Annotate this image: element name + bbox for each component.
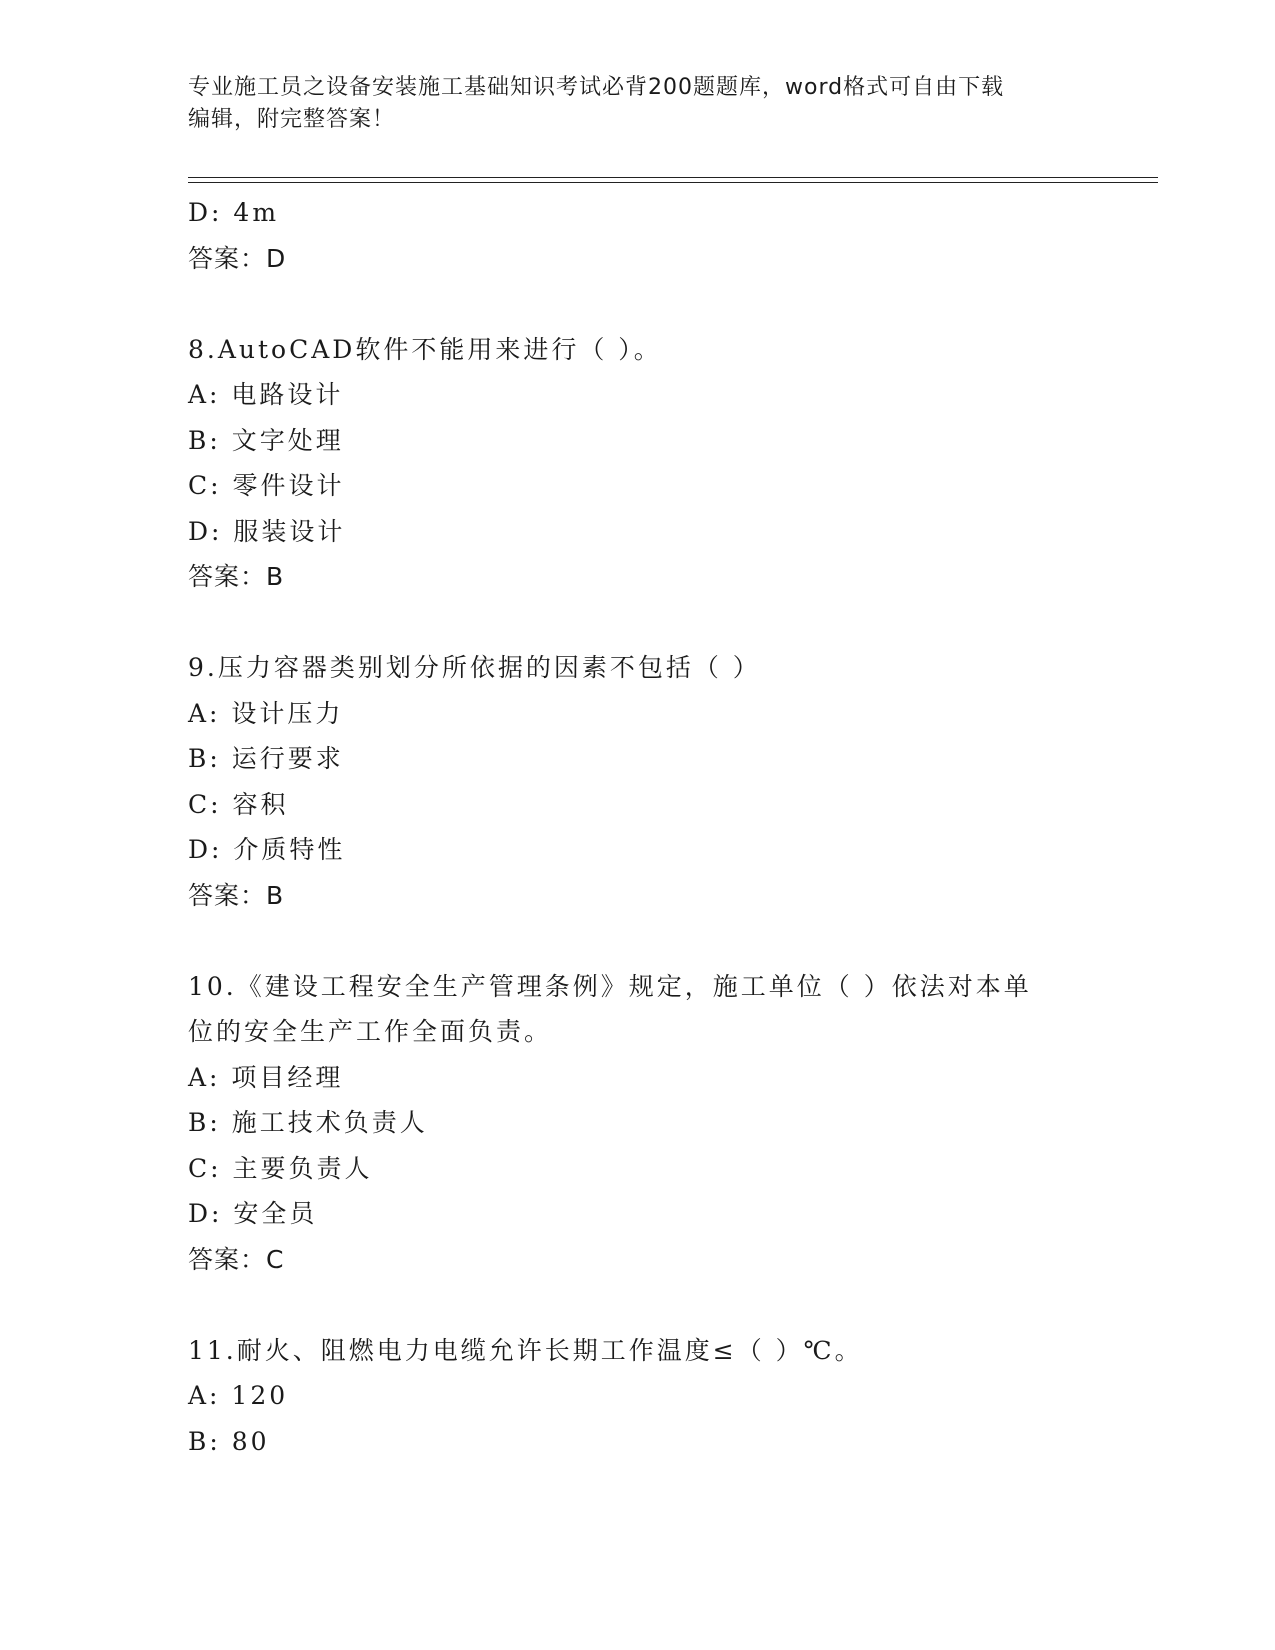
- option-c: C: 零件设计: [188, 471, 345, 500]
- spacer: [188, 281, 1088, 327]
- spacer: [188, 1282, 1088, 1328]
- option-c: C: 主要负责人: [188, 1153, 373, 1183]
- question-text: 11.耐火、阻燃电力电缆允许长期工作温度≤（ ）℃。: [188, 1335, 863, 1365]
- header-title-line-1: 专业施工员之设备安装施工基础知识考试必背200题题库，word格式可自由下载: [188, 75, 1005, 100]
- question-block-10: [188, 964, 1088, 1283]
- option-d: D: 介质特性: [188, 835, 346, 864]
- option-b: B: 文字处理: [188, 425, 344, 455]
- question-block-8: [188, 327, 1088, 600]
- question-block-11: [188, 1328, 1088, 1465]
- option-b: B: 运行要求: [188, 744, 344, 773]
- option-a: A: 电路设计: [188, 380, 344, 409]
- option-d: D: 4m: [188, 198, 280, 227]
- spacer: [188, 918, 1088, 964]
- question-text: 8.AutoCAD软件不能用来进行（ ）。: [188, 334, 662, 364]
- question-block-9: [188, 645, 1088, 918]
- option-a: A: 项目经理: [188, 1062, 344, 1092]
- option-b: B: 施工技术负责人: [188, 1108, 428, 1137]
- option-d: D: 安全员: [188, 1199, 318, 1228]
- spacer: [188, 600, 1088, 646]
- document-header: [188, 72, 1088, 136]
- question-text: 9.压力容器类别划分所依据的因素不包括（ ）: [188, 653, 761, 682]
- question-text-line-1: 10.《建设工程安全生产管理条例》规定，施工单位（ ）依法对本单: [188, 971, 1032, 1001]
- option-c: C: 容积: [188, 789, 289, 819]
- option-a: A: 设计压力: [188, 698, 344, 728]
- header-rule-bottom: [188, 182, 1158, 183]
- option-d: D: 服装设计: [188, 516, 346, 546]
- answer-line: 答案：B: [188, 562, 285, 591]
- option-b: B: 80: [188, 1426, 270, 1456]
- answer-line: 答案：C: [188, 1244, 285, 1274]
- question-list: [188, 190, 1088, 1464]
- answer-line: 答案：B: [188, 880, 285, 910]
- header-rule-top: [188, 177, 1158, 178]
- header-title-line-2: 编辑，附完整答案！: [188, 107, 396, 132]
- answer-line: 答案：D: [188, 243, 287, 273]
- question-text-line-2: 位的安全生产工作全面负责。: [188, 1017, 553, 1046]
- option-a: A: 120: [188, 1381, 289, 1410]
